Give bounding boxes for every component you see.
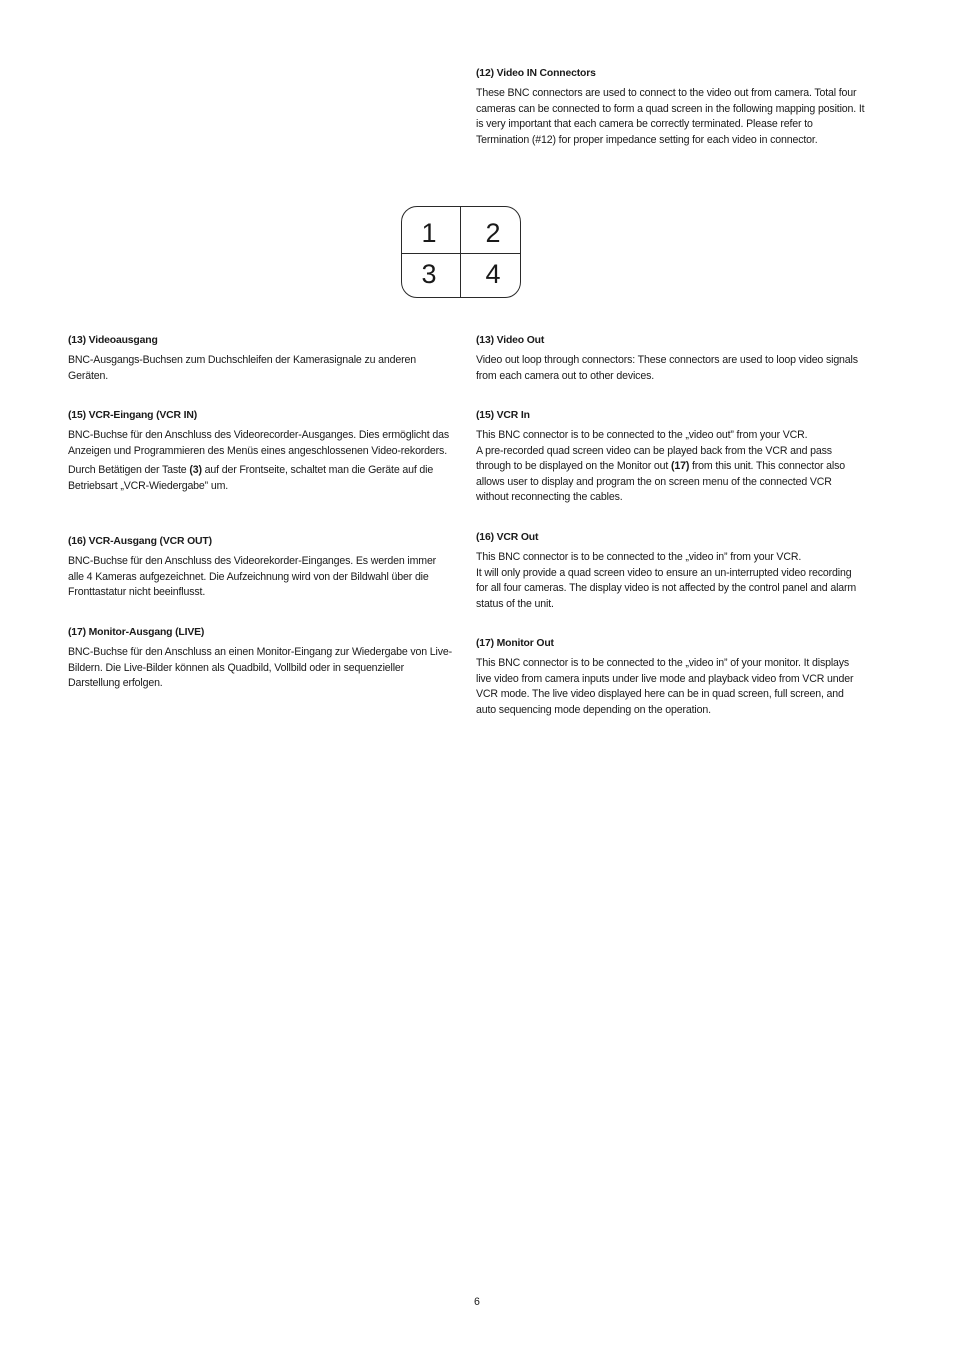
quad-vertical-divider [460,207,461,297]
section-heading: (15) VCR-Eingang (VCR IN) [68,410,198,421]
section-heading: (13) Videoausgang [68,335,158,346]
section-vcr-in [476,409,866,506]
section-text [476,428,866,506]
quad-cell-2: 2 [485,218,501,248]
text-run: This BNC connector is to be connected to the „video out” from your VCR. [476,429,808,441]
section-video-out [476,334,866,384]
text-run: auf der Frontseite, schaltet man die Geräte auf die Betriebsart „VCR-Wiedergabe” um. [68,464,434,492]
section-text-2 [68,463,454,494]
section-vcr-eingang [68,409,454,494]
section-vcr-ausgang [68,535,454,601]
section-text: BNC-Buchse für den Anschluss an einen Monitor-Eingang zur Wiedergabe von Live-Bildern. Die Live-Bilder können als Quadbild, Vollbild oder in sequenzieller Darstellung erfolgen. [68,646,453,689]
text-run: from this unit. This connector also allows user to display and program the on screen menu of the connected VCR without reconnecting the cables. [476,460,845,503]
text-run: A pre-recorded quad screen video can be played back from the VCR and pass through to be displayed on the Monitor out [476,444,832,472]
section-text: BNC-Buchse für den Anschluss des Videorecorder-Ausganges. Dies ermöglicht das Anzeigen und Programmieren des Menüs eines angeschlossenen Video-rekorders. [68,429,450,457]
section-text: Video out loop through connectors: These connectors are used to loop video signals from each camera out to other devices. [476,354,858,382]
quad-screen-diagram [401,206,521,298]
quad-cell-1: 1 [421,218,437,248]
section-videoausgang [68,334,454,384]
text-run: It will only provide a quad screen video to ensure an un-interrupted video recording for all four cameras. The display video is not affected by the control panel and alarm status of the unit. [476,566,857,610]
text-run: Durch Betätigen der Taste [68,464,190,476]
section-heading: (12) Video IN Connectors [476,68,596,79]
section-vcr-out [476,531,866,612]
right-column-english [476,334,866,734]
page-number: 6 [474,1296,480,1308]
section-text [476,550,866,612]
section-text: BNC-Ausgangs-Buchsen zum Duchschleifen der Kamerasignale zu anderen Geräten. [68,354,416,382]
left-column-german [68,334,454,714]
section-monitor-out [476,637,866,718]
section-heading: (16) VCR Out [476,532,539,543]
quad-cell-3: 3 [421,259,437,289]
section-video-in-connectors [476,67,866,148]
section-heading: (16) VCR-Ausgang (VCR OUT) [68,536,212,547]
section-heading: (17) Monitor-Ausgang (LIVE) [68,627,205,638]
section-text: This BNC connector is to be connected to the „video in” of your monitor. It displays live video from camera inputs under live mode and playback video from VCR under VCR mode. The live video displayed here can be in quad screen, full screen, and auto sequencing mode depending on the operation. [476,657,854,716]
quad-cell-4: 4 [485,259,501,289]
section-text: BNC-Buchse für den Anschluss des Videorekorder-Einganges. Es werden immer alle 4 Kameras aufgezeichnet. Die Aufzeichnung wird von der Bildwahl über die Fronttastatur nicht beeinflusst. [68,555,437,598]
section-text: These BNC connectors are used to connect to the video out from camera. Total four cameras can be connected to form a quad screen in the following mapping position. It is very important that each camera be correctly terminated. Please refer to Termination (#12) for proper impedance setting for each video in connector. [476,87,865,146]
section-heading: (17) Monitor Out [476,638,554,649]
section-heading: (15) VCR In [476,410,530,421]
text-run: This BNC connector is to be connected to the „video in” from your VCR. [476,551,802,563]
section-monitor-ausgang [68,626,454,692]
output-reference: (17) [670,460,690,472]
section-heading: (13) Video Out [476,335,545,346]
key-reference: (3) [189,464,202,476]
quad-horizontal-divider [402,253,520,254]
